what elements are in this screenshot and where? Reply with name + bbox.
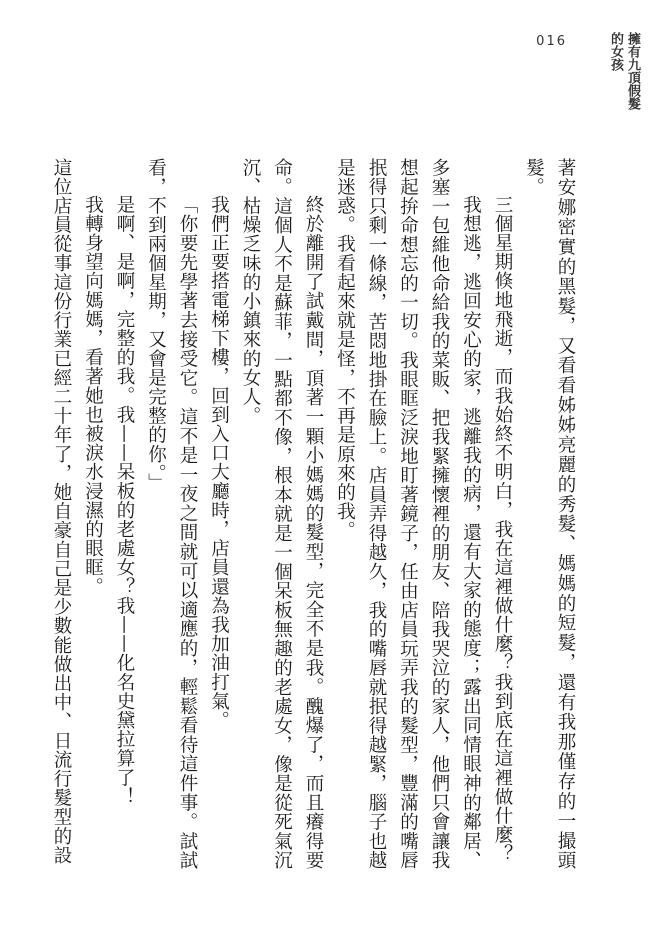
paragraph: 「你要先學著去接受它。這不是一夜之間就可以適應的，輕鬆看待這件事。試試看，不到兩個星期，又會是完整的你。」 <box>145 158 198 870</box>
book-title-line-1: 擁有九頂假髮 <box>625 32 640 110</box>
body-text <box>46 158 582 870</box>
paragraph: 三個星期倏地飛逝，而我始終不明白，我在這裡做什麼？我到底在這裡做什麼？ <box>492 195 513 864</box>
book-title-line-2: 的女孩 <box>608 32 623 71</box>
paragraph: 這位店員從事這份行業已經二十年了，她自豪自己是少數能做出中、日流行髮型的設 <box>51 158 72 865</box>
page-number: 016 <box>536 34 567 49</box>
paragraph: 著安娜密實的黑髮，又看看姊姊亮麗的秀髮、媽媽的短髮，還有我那僅存的一撮頭髮。 <box>523 158 576 870</box>
paragraph: 終於離開了試戴間，頂著一顆小媽媽的髮型，完全不是我。醜爆了，而且癢得要命。這個人不是蘇菲，一點都不像，根本就是一個呆板無趣的老處女，像是從死氣沉沉、枯燥乏味的小鎮來的女人。 <box>240 158 324 870</box>
paragraph: 我們正要搭電梯下樓，回到入口大廳時，店員還為我加油打氣。 <box>208 195 230 730</box>
running-header <box>529 28 639 148</box>
paragraph: 我想逃，逃回安心的家，逃離我的病，還有大家的態度；露出同情眼神的鄰居、多塞一包維他命給我的菜販、把我緊擁懷裡的朋友、陪我哭泣的家人，他們只會讓我想起拚命想忘的一切。我眼眶泛淚地盯著鏡子，任由店員玩弄我的髮型，豐滿的嘴唇抿得只剩一條線，苦悶地掛在臉上。店員弄得越久，我的嘴唇就抿得越緊，腦子也越是迷惑。我看起來就是怪，不再是原來的我。 <box>334 158 482 870</box>
paragraph: 是啊、是啊，完整的我。我——呆板的老處女？我——化名史黛拉算了！ <box>114 195 135 807</box>
paragraph: 我轉身望向媽媽，看著她也被淚水浸濕的眼眶。 <box>82 195 104 597</box>
